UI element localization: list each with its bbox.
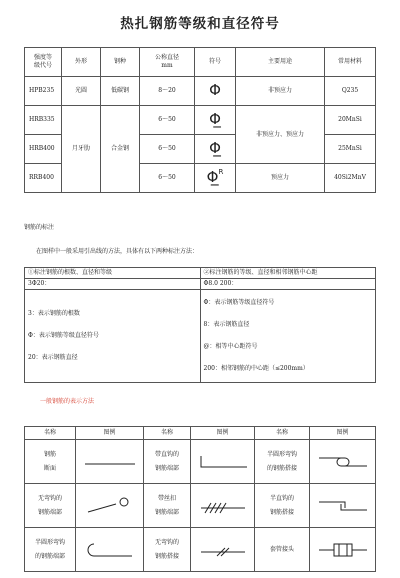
marking-right-items	[200, 290, 376, 383]
legend-name: 带直钩的 钢筋端部	[144, 440, 191, 484]
marking-right-example: Φ8.0 200：	[200, 279, 376, 290]
list-item: 200：相邻钢筋的中心距（≤200mm）	[203, 365, 309, 372]
legend-name: 无弯钩的 钢筋端部	[25, 484, 76, 528]
col-header: 图例	[76, 427, 144, 440]
table-header-row	[25, 427, 376, 440]
table-row	[25, 440, 376, 484]
page-title: 热扎钢筋等级和直径符号	[120, 16, 280, 32]
legend-name: 半直钩的 钢筋搭接	[255, 484, 310, 528]
table-row	[25, 484, 376, 528]
col-header: 名称	[144, 427, 191, 440]
legend-name: 半圆形弯钩 的钢筋搭接	[255, 440, 310, 484]
section-heading-marking: 钢筋的标注	[24, 224, 55, 231]
use-cell: 非预应力	[236, 77, 325, 106]
grade-symbol: Φ	[195, 77, 236, 106]
use-cell: 非预应力、预应力	[236, 106, 325, 164]
grade-cell: RRB400	[25, 164, 62, 193]
header-type: 钢种	[101, 48, 140, 77]
header-shape: 外形	[62, 48, 101, 77]
header-material: 常用材料	[325, 48, 376, 77]
rebar-legend-table	[24, 426, 376, 572]
col-header: 名称	[255, 427, 310, 440]
material-cell: 40Si2MnV	[325, 164, 376, 193]
diameter-cell: 6～50	[140, 135, 195, 164]
grade-cell: HRB335	[25, 106, 62, 135]
plain-lap-symbol	[191, 528, 255, 572]
shape-cell: 月牙肋	[62, 106, 101, 193]
table-row	[25, 528, 376, 572]
section-heading-rebar: 一般钢筋的表示方法	[40, 398, 95, 405]
marking-table	[24, 267, 376, 383]
semicircle-hook-lap-symbol	[310, 440, 376, 484]
legend-name: 钢筋 断面	[25, 440, 76, 484]
threaded-end-symbol	[191, 484, 255, 528]
list-item: Φ：表示钢筋等级直径符号	[203, 299, 275, 306]
legend-name: 半圆形弯钩 的钢筋端部	[25, 528, 76, 572]
plain-end-symbol	[76, 484, 144, 528]
straight-hook-end-symbol	[191, 440, 255, 484]
grade-symbol: Φ̲̲	[195, 135, 236, 164]
material-cell: 20MnSi	[325, 106, 376, 135]
straight-hook-lap-symbol	[310, 484, 376, 528]
col-header: 名称	[25, 427, 76, 440]
marking-left-items	[25, 290, 201, 383]
grade-cell: HPB235	[25, 77, 62, 106]
sleeve-coupling-symbol	[310, 528, 376, 572]
rebar-section-symbol	[76, 440, 144, 484]
header-diameter: 公称直径 mm	[140, 48, 195, 77]
type-cell: 合金钢	[101, 106, 140, 193]
diameter-cell: 6～50	[140, 164, 195, 193]
header-symbol: 符号	[195, 48, 236, 77]
list-item: 8：表示钢筋直径	[203, 321, 250, 328]
table-header-row	[25, 48, 376, 77]
col-header: 图例	[310, 427, 376, 440]
table-row	[25, 77, 376, 106]
list-item: Φ：表示钢筋等级直径符号	[28, 332, 99, 339]
grade-symbol: Φ̲	[195, 106, 236, 135]
type-cell: 低碳钢	[101, 77, 140, 106]
marking-right-header: ②标注钢筋的等级、直径和相邻钢筋中心距	[200, 268, 376, 279]
diameter-cell: 6～50	[140, 106, 195, 135]
grade-symbol: Φ̲̲$^R$	[195, 164, 236, 193]
header-use: 主要用途	[236, 48, 325, 77]
use-cell: 预应力	[236, 164, 325, 193]
list-item: @：相等中心距符号	[203, 343, 258, 350]
list-item: 3：表示钢筋的根数	[28, 310, 80, 317]
marking-left-example: 3Φ20：	[25, 279, 201, 290]
shape-cell: 光圆	[62, 77, 101, 106]
semicircle-hook-end-symbol	[76, 528, 144, 572]
legend-name: 无弯钩的 钢筋搭接	[144, 528, 191, 572]
material-cell: Q235	[325, 77, 376, 106]
material-cell: 25MnSi	[325, 135, 376, 164]
list-item: 20：表示钢筋直径	[28, 354, 78, 361]
diameter-cell: 8～20	[140, 77, 195, 106]
legend-name: 套管接头	[255, 528, 310, 572]
table-row	[25, 106, 376, 135]
marking-intro: 在图样中一般采用引出线的方法，具体有以下两种标注方法：	[36, 248, 199, 255]
col-header: 图例	[191, 427, 255, 440]
marking-left-header: ①标注钢筋的根数、直径和等级	[25, 268, 201, 279]
grade-cell: HRB400	[25, 135, 62, 164]
legend-name: 带丝扣 钢筋端部	[144, 484, 191, 528]
header-grade: 强度等 级代号	[25, 48, 62, 77]
rebar-grade-table	[24, 47, 376, 193]
